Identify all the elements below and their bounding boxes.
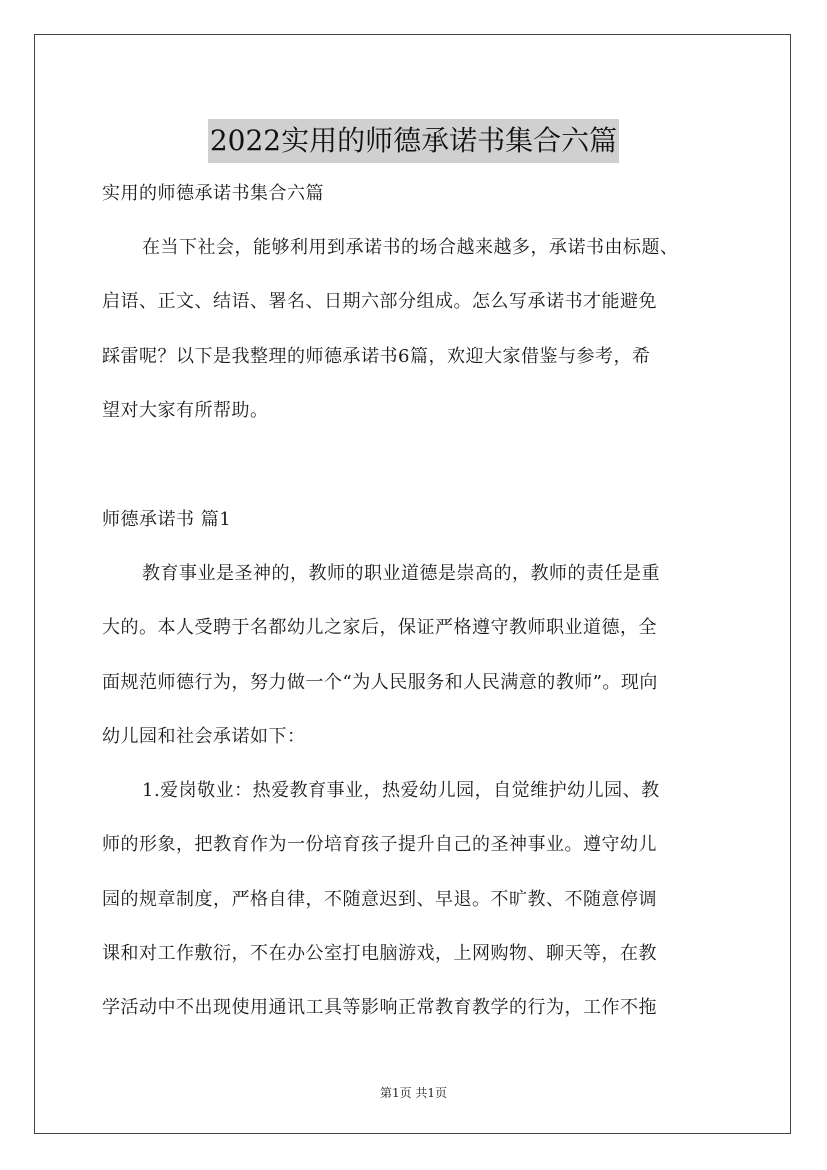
para1-line-1: 教育事业是圣神的，教师的职业道德是崇高的，教师的责任是重 [142, 563, 660, 584]
para1-line-2: 大的。本人受聘于名都幼儿之家后，保证严格遵守教师职业道德，全 [102, 617, 657, 638]
intro-line-3: 踩雷呢？以下是我整理的师德承诺书6篇，欢迎大家借鉴与参考，希 [102, 346, 651, 367]
para2-line-1: 1.爱岗敬业：热爱教育事业，热爱幼儿园，自觉维护幼儿园、教 [142, 780, 660, 801]
document-title: 2022实用的师德承诺书集合六篇 [208, 119, 619, 163]
page-footer: 第1页 共1页 [379, 1086, 448, 1100]
para2-line-3: 园的规章制度，严格自律，不随意迟到、早退。不旷教、不随意停调 [102, 889, 657, 910]
intro-line-4: 望对大家有所帮助。 [102, 400, 269, 421]
para1-line-3: 面规范师德行为，努力做一个“为人民服务和人民满意的教师”。现向 [102, 672, 658, 693]
title-container [0, 100, 827, 182]
para2-line-5: 学活动中不出现使用通讯工具等影响正常教育教学的行为，工作不拖 [102, 997, 657, 1018]
section-heading: 师德承诺书 篇1 [102, 509, 232, 530]
intro-line-1: 在当下社会，能够利用到承诺书的场合越来越多，承诺书由标题、 [142, 237, 679, 258]
para1-line-4: 幼儿园和社会承诺如下： [102, 726, 306, 747]
document-subtitle: 实用的师德承诺书集合六篇 [102, 183, 324, 204]
intro-line-2: 启语、正文、结语、署名、日期六部分组成。怎么写承诺书才能避免 [102, 291, 657, 312]
para2-line-4: 课和对工作敷衍，不在办公室打电脑游戏，上网购物、聊天等，在教 [102, 943, 657, 964]
para2-line-2: 师的形象，把教育作为一份培育孩子提升自己的圣神事业。遵守幼儿 [102, 834, 657, 855]
